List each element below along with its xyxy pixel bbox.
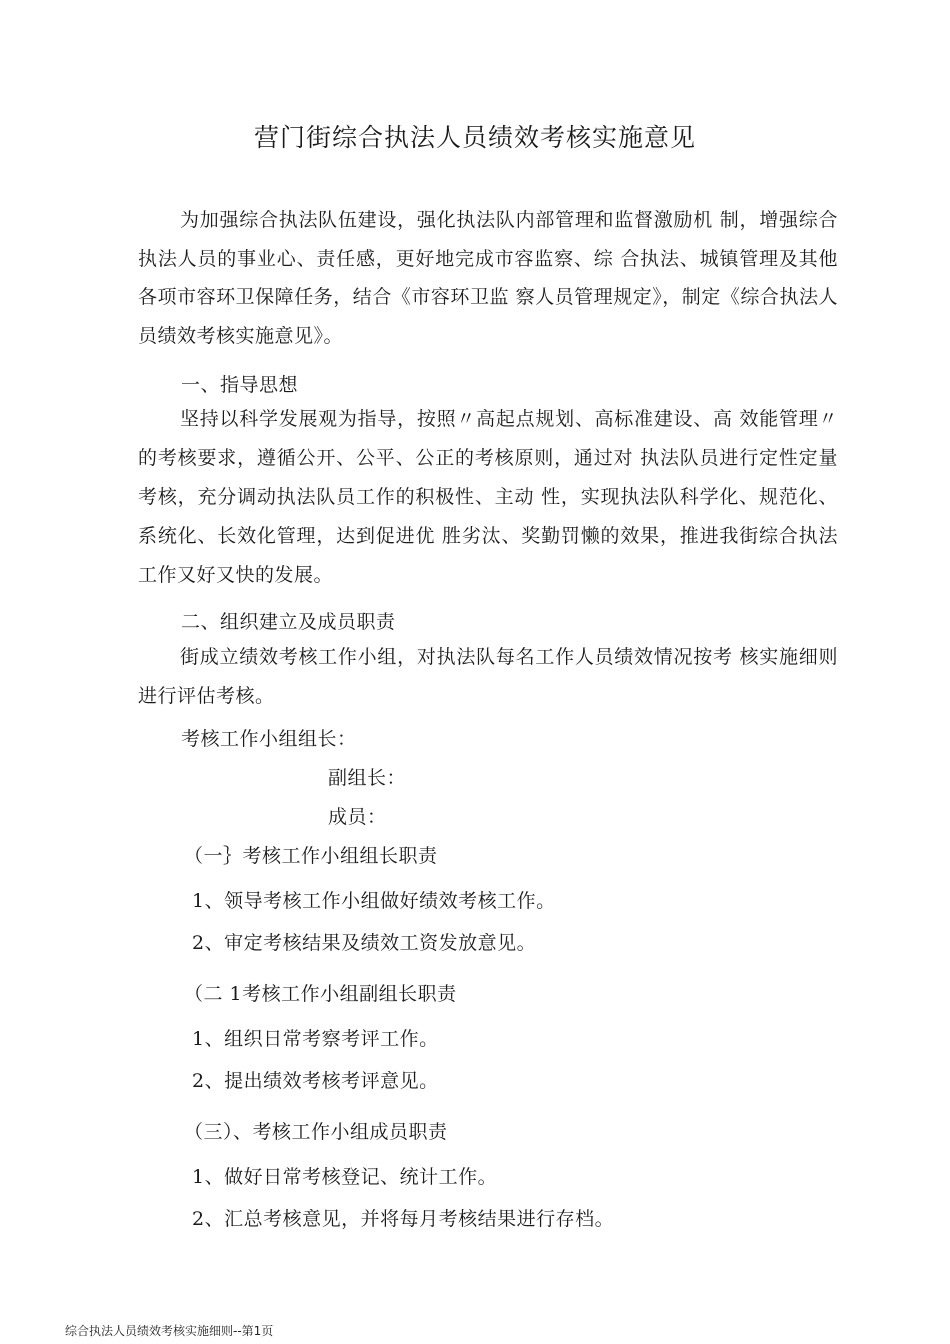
- deputy-leader-label: 副组长：: [328, 767, 407, 789]
- deputy-duties-heading: （二 1考核工作小组副组长职责: [184, 983, 457, 1005]
- member-duty-item: 1、做好日常考核登记、统计工作。: [192, 1166, 498, 1188]
- organization-paragraph: 街成立绩效考核工作小组，对执法队每名工作人员绩效情况按考 核实施细则进行评估考核。: [138, 646, 838, 707]
- leader-duty-item: 1、领导考核工作小组做好绩效考核工作。: [192, 890, 556, 912]
- team-leader-label: 考核工作小组组长：: [181, 728, 357, 750]
- page-footer: 综合执法人员绩效考核实施细则--第1页: [65, 1324, 274, 1338]
- deputy-duty-item: 1、组织日常考察考评工作。: [192, 1028, 439, 1050]
- member-duty-item: 2、汇总考核意见，并将每月考核结果进行存档。: [192, 1208, 615, 1230]
- document-title: 营门街综合执法人员绩效考核实施意见: [253, 123, 696, 152]
- intro-paragraph: 为加强综合执法队伍建设，强化执法队内部管理和监督激励机 制，增强综合执法人员的事业心、责任感，更好地完成市容监察、综 合执法、城镇管理及其他各项市容环卫保障任务，结合《市容环卫监 察人员管理规定》，制定《综合执法人员绩效考核实施意见》。: [138, 209, 838, 347]
- members-label: 成员：: [328, 806, 387, 828]
- leader-duty-item: 2、审定考核结果及绩效工资发放意见。: [192, 932, 537, 954]
- guiding-ideology-paragraph: 坚持以科学发展观为指导，按照〃高起点规划、高标准建设、高 效能管理〃的考核要求，遵循公开、公平、公正的考核原则，通过对 执法队员进行定性定量考核，充分调动执法队员工作的积极性、主动 性，实现执法队科学化、规范化、系统化、长效化管理，达到促进优 胜劣汰、奖勤罚懒的效果，推进我街综合执法工作又好又快的发展。: [138, 408, 838, 586]
- deputy-duty-item: 2、提出绩效考核考评意见。: [192, 1070, 439, 1092]
- section-heading-guiding-ideology: 一、指导思想: [181, 374, 299, 396]
- member-duties-heading: （三）、考核工作小组成员职责: [184, 1121, 448, 1143]
- section-heading-organization: 二、组织建立及成员职责: [181, 611, 396, 633]
- leader-duties-heading: （一｝考核工作小组组长职责: [184, 845, 438, 867]
